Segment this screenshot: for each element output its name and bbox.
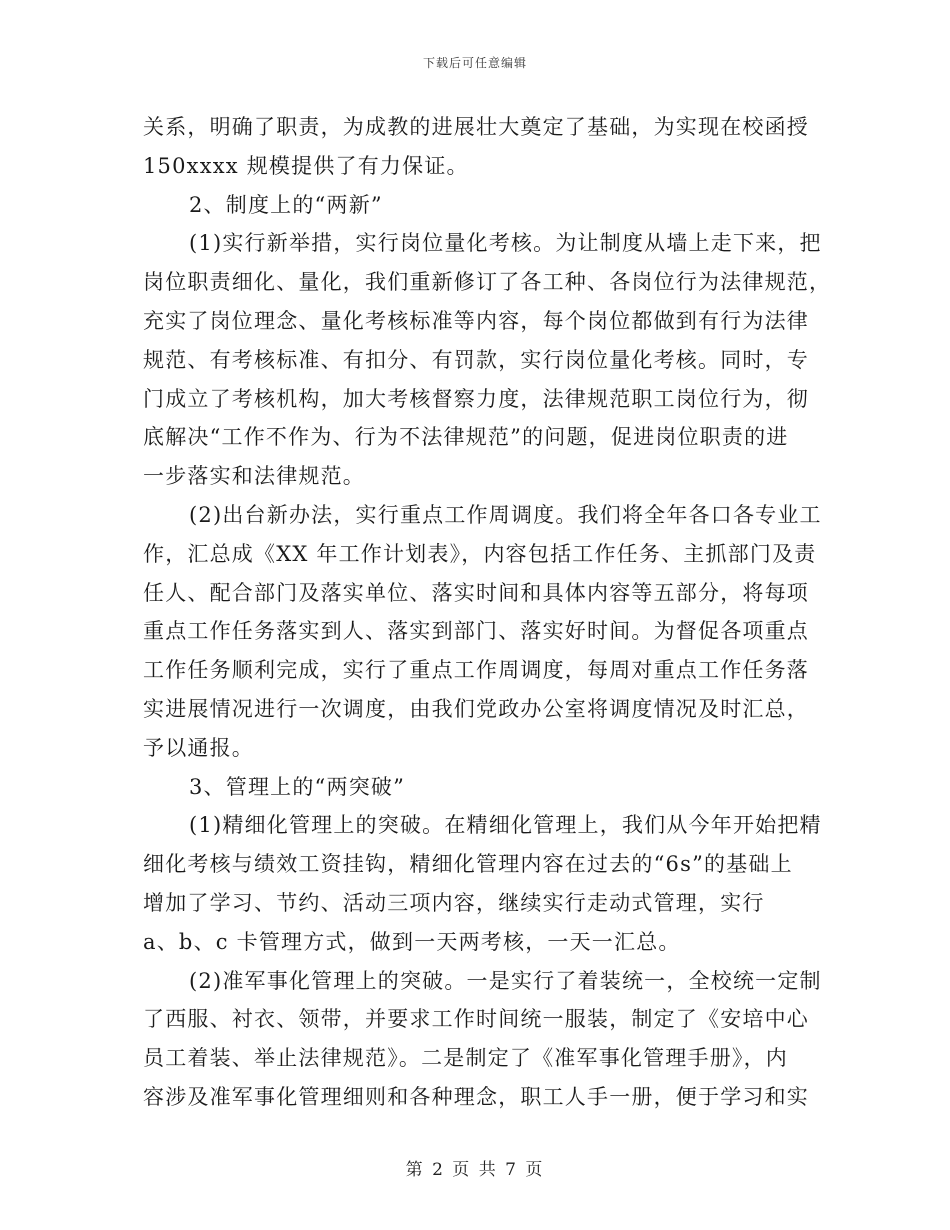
section-heading: 2、制度上的“两新”: [189, 192, 383, 217]
body-line: 实进展情况进行一次调度，由我们党政办公室将调度情况及时汇总，: [143, 696, 809, 721]
body-line: 底解决“工作不作为、行为不法律规范”的问题，促进岗位职责的进: [143, 425, 789, 450]
body-line: a、b、c 卡管理方式，做到一天两考核，一天一汇总。: [143, 929, 681, 954]
body-line: 关系，明确了职责，为成教的进展壮大奠定了基础，为实现在校函授: [143, 115, 809, 139]
paragraph-start: (2)准军事化管理上的突破。一是实行了着装统一，全校统一定制: [189, 968, 822, 993]
body-line: 细化考核与绩效工资挂钩，精细化管理内容在过去的“6s”的基础上: [143, 852, 793, 877]
body-line: 充实了岗位理念、量化考核标准等内容，每个岗位都做到有行为法律: [143, 308, 809, 333]
body-line: 一步落实和法律规范。: [143, 464, 365, 489]
body-line: 容涉及准军事化管理细则和各种理念，职工人手一册，便于学习和实: [143, 1084, 809, 1109]
paragraph-start: (1)实行新举措，实行岗位量化考核。为让制度从墙上走下来，把: [189, 231, 822, 256]
body-line: 门成立了考核机构，加大考核督察力度，法律规范职工岗位行为，彻: [143, 386, 809, 411]
body-line: 150xxxx 规模提供了有力保证。: [143, 153, 469, 178]
body-line: 工作任务顺利完成，实行了重点工作周调度，每周对重点工作任务落: [143, 658, 809, 683]
body-line: 岗位职责细化、量化，我们重新修订了各工种、各岗位行为法律规范，: [143, 270, 832, 295]
section-heading: 3、管理上的“两突破”: [189, 774, 406, 799]
document-body: [143, 108, 832, 1117]
body-line: 了西服、衬衣、领带，并要求工作时间统一服装，制定了《安培中心: [143, 1007, 809, 1032]
paragraph-start: (1)精细化管理上的突破。在精细化管理上，我们从今年开始把精: [189, 813, 822, 838]
body-line: 作，汇总成《XX 年工作计划表》，内容包括工作任务、主抓部门及责: [143, 541, 817, 566]
paragraph-start: (2)出台新办法，实行重点工作周调度。我们将全年各口各专业工: [189, 502, 822, 527]
body-line: 规范、有考核标准、有扣分、有罚款，实行岗位量化考核。同时，专: [143, 347, 809, 372]
body-line: 任人、配合部门及落实单位、落实时间和具体内容等五部分，将每项: [143, 580, 809, 605]
page-header-note: 下载后可任意编辑: [422, 56, 527, 70]
body-line: 员工着装、举止法律规范》。二是制定了《准军事化管理手册》，内: [143, 1046, 788, 1071]
body-line: 增加了学习、节约、活动三项内容，继续实行走动式管理，实行: [143, 890, 765, 915]
body-line: 予以通报。: [143, 735, 254, 760]
body-line: 重点工作任务落实到人、落实到部门、落实好时间。为督促各项重点: [143, 619, 809, 644]
page-number-footer: 第 2 页 共 7 页: [405, 1160, 545, 1180]
